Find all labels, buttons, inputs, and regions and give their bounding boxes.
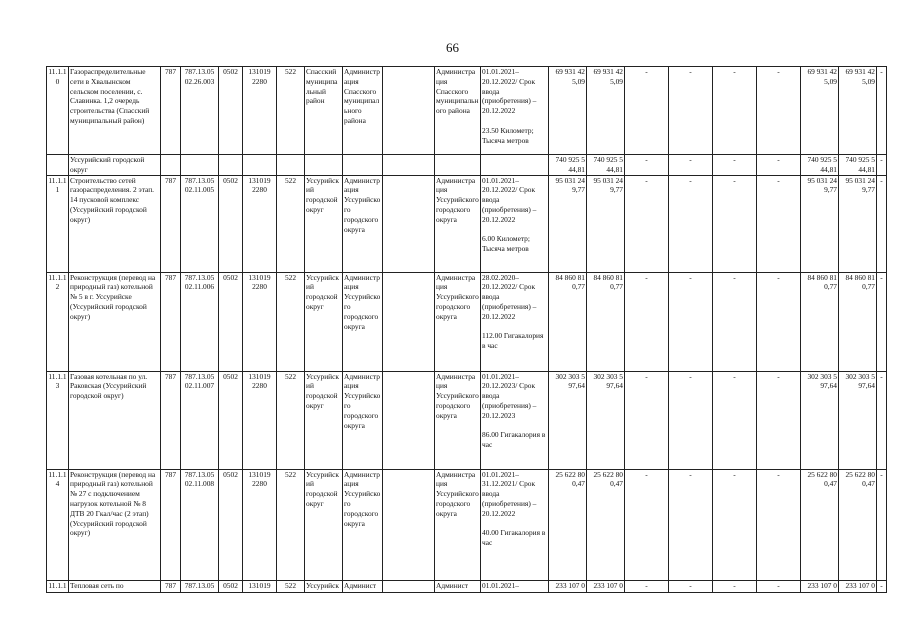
dash-cell: - xyxy=(713,67,757,155)
empty-cell xyxy=(383,175,435,272)
dash-cell: - xyxy=(757,580,801,592)
expense-type-cell xyxy=(277,155,305,176)
amount-cell: 740 925 5 44,81 xyxy=(801,155,839,176)
dash-cell: - xyxy=(713,272,757,371)
empty-cell xyxy=(383,155,435,176)
row-id-cell: 11.1.1 3 xyxy=(47,371,69,469)
target-article-cell: 787.13.05 02.11.005 xyxy=(181,175,219,272)
amount-cell: 25 622 80 0,47 xyxy=(839,469,877,580)
table-row xyxy=(47,371,887,469)
code-cell: 787 xyxy=(161,469,181,580)
section-cell: 0502 xyxy=(219,272,243,371)
target-item-cell: 131019 2280 xyxy=(243,371,277,469)
object-name-cell: Газовая котельная по ул. Раковская (Уссурийский городской округ) xyxy=(69,371,161,469)
expense-type-cell: 522 xyxy=(277,469,305,580)
dash-cell: - xyxy=(877,469,887,580)
section-cell xyxy=(219,155,243,176)
amount-cell: 233 107 0 xyxy=(801,580,839,592)
amount-cell: 302 303 5 97,64 xyxy=(549,371,587,469)
dash-cell: - xyxy=(625,469,669,580)
row-id-cell: 11.1.1 4 xyxy=(47,469,69,580)
dash-cell: - xyxy=(669,371,713,469)
object-name-cell: Газораспределительные сети в Хвалынском сельском поселении, с. Славинка. 1,2 очередь строительства (Спасский муниципальный район) xyxy=(69,67,161,155)
dash-cell: - xyxy=(669,67,713,155)
target-article-cell: 787.13.05 02.11.006 xyxy=(181,272,219,371)
row-id-cell: 11.1.1 xyxy=(47,580,69,592)
table-row xyxy=(47,272,887,371)
row-id-cell: 11.1.1 0 xyxy=(47,67,69,155)
amount-cell: 233 107 0 xyxy=(549,580,587,592)
code-cell: 787 xyxy=(161,580,181,592)
target-item-cell: 131019 2280 xyxy=(243,67,277,155)
dash-cell: - xyxy=(625,175,669,272)
amount-cell: 233 107 0 xyxy=(839,580,877,592)
period-cell: 01.01.2021–20.12.2023/ Срок ввода (приобретения) – 20.12.2023 86.00 Гигакалория в час xyxy=(481,371,549,469)
budget-table-container xyxy=(46,66,883,593)
dash-cell: - xyxy=(757,155,801,176)
dash-cell: - xyxy=(625,580,669,592)
amount-cell: 69 931 42 5,09 xyxy=(801,67,839,155)
period-cell: 01.01.2021–20.12.2022/ Срок ввода (приобретения) – 20.12.2022 23.50 Километр; Тысяча метров xyxy=(481,67,549,155)
territory-cell: Уссурийск xyxy=(305,580,343,592)
amount-cell: 95 031 24 9,77 xyxy=(801,175,839,272)
amount-cell: 69 931 42 5,09 xyxy=(587,67,625,155)
dash-cell: - xyxy=(625,67,669,155)
empty-cell xyxy=(383,67,435,155)
dash-cell: - xyxy=(713,175,757,272)
period-cell xyxy=(481,155,549,176)
dash-cell: - xyxy=(713,155,757,176)
amount-cell: 95 031 24 9,77 xyxy=(839,175,877,272)
expense-type-cell: 522 xyxy=(277,175,305,272)
empty-cell xyxy=(383,272,435,371)
section-cell: 0502 xyxy=(219,67,243,155)
object-name-cell: Строительство сетей газораспределения. 2 этап. 14 пусковой комплекс (Уссурийский городской округ) xyxy=(69,175,161,272)
budget-table xyxy=(46,66,887,593)
code-cell: 787 xyxy=(161,371,181,469)
page-number: 66 xyxy=(446,40,459,55)
customer-cell: Администрация Уссурийского городского округа xyxy=(343,272,383,371)
territory-cell: Уссурийский городской округ xyxy=(305,175,343,272)
amount-cell: 95 031 24 9,77 xyxy=(587,175,625,272)
dash-cell: - xyxy=(757,371,801,469)
executor-cell: Администрация Уссурийского городского округа xyxy=(435,175,481,272)
expense-type-cell: 522 xyxy=(277,67,305,155)
executor-cell: Администрация Уссурийского городского округа xyxy=(435,272,481,371)
executor-cell: Администрация Спасского муниципального района xyxy=(435,67,481,155)
amount-cell: 25 622 80 0,47 xyxy=(801,469,839,580)
target-item-cell: 131019 2280 xyxy=(243,175,277,272)
amount-cell: 740 925 5 44,81 xyxy=(549,155,587,176)
amount-cell: 25 622 80 0,47 xyxy=(587,469,625,580)
row-id-cell: 11.1.1 1 xyxy=(47,175,69,272)
empty-cell xyxy=(383,371,435,469)
customer-cell: Администрация Уссурийского городского округа xyxy=(343,469,383,580)
amount-cell: 233 107 0 xyxy=(587,580,625,592)
table-row xyxy=(47,175,887,272)
dash-cell: - xyxy=(625,272,669,371)
territory-cell: Уссурийский городской округ xyxy=(305,469,343,580)
expense-type-cell: 522 xyxy=(277,371,305,469)
object-name-cell: Реконструкция (перевод на природный газ) котельной № 27 с подключением нагрузок котельной № 8 ДТВ 20 Гкал/час (2 этап) (Уссурийский городской округ) xyxy=(69,469,161,580)
empty-cell xyxy=(383,580,435,592)
dash-cell: - xyxy=(669,469,713,580)
customer-cell: Администрация Уссурийского городского округа xyxy=(343,175,383,272)
amount-cell: 302 303 5 97,64 xyxy=(801,371,839,469)
target-article-cell: 787.13.05 02.11.008 xyxy=(181,469,219,580)
dash-cell: - xyxy=(669,272,713,371)
code-cell xyxy=(161,155,181,176)
table-row xyxy=(47,580,887,592)
dash-cell: - xyxy=(877,175,887,272)
target-article-cell xyxy=(181,155,219,176)
dash-cell: - xyxy=(877,272,887,371)
amount-cell: 84 860 81 0,77 xyxy=(587,272,625,371)
amount-cell: 69 931 42 5,09 xyxy=(549,67,587,155)
target-item-cell: 131019 2280 xyxy=(243,272,277,371)
target-article-cell: 787.13.05 xyxy=(181,580,219,592)
table-body xyxy=(47,67,887,593)
dash-cell: - xyxy=(877,67,887,155)
target-item-cell xyxy=(243,155,277,176)
target-item-cell: 131019 xyxy=(243,580,277,592)
dash-cell: - xyxy=(625,371,669,469)
amount-cell: 84 860 81 0,77 xyxy=(839,272,877,371)
code-cell: 787 xyxy=(161,175,181,272)
target-article-cell: 787.13.05 02.11.007 xyxy=(181,371,219,469)
dash-cell: - xyxy=(877,371,887,469)
period-cell: 01.01.2021–20.12.2022/ Срок ввода (приобретения) – 20.12.2022 6.00 Километр; Тысяча метров xyxy=(481,175,549,272)
object-name-cell: Тепловая сеть по xyxy=(69,580,161,592)
expense-type-cell: 522 xyxy=(277,272,305,371)
section-cell: 0502 xyxy=(219,580,243,592)
table-row xyxy=(47,67,887,155)
table-row xyxy=(47,155,887,176)
row-id-cell: 11.1.1 2 xyxy=(47,272,69,371)
dash-cell: - xyxy=(713,580,757,592)
amount-cell: 302 303 5 97,64 xyxy=(587,371,625,469)
period-cell: 01.01.2021–31.12.2021/ Срок ввода (приобретения) – 20.12.2022 40.00 Гигакалория в час xyxy=(481,469,549,580)
expense-type-cell: 522 xyxy=(277,580,305,592)
object-name-cell: Уссурийский городской округ xyxy=(69,155,161,176)
territory-cell: Уссурийский городской округ xyxy=(305,272,343,371)
executor-cell: Админист xyxy=(435,580,481,592)
territory-cell xyxy=(305,155,343,176)
customer-cell: Администрация Спасского муниципального района xyxy=(343,67,383,155)
amount-cell: 95 031 24 9,77 xyxy=(549,175,587,272)
amount-cell: 740 925 5 44,81 xyxy=(587,155,625,176)
dash-cell: - xyxy=(669,155,713,176)
target-item-cell: 131019 2280 xyxy=(243,469,277,580)
section-cell: 0502 xyxy=(219,371,243,469)
amount-cell: 302 303 5 97,64 xyxy=(839,371,877,469)
row-id-cell xyxy=(47,155,69,176)
customer-cell: Админист xyxy=(343,580,383,592)
section-cell: 0502 xyxy=(219,469,243,580)
dash-cell: - xyxy=(757,175,801,272)
code-cell: 787 xyxy=(161,272,181,371)
dash-cell: - xyxy=(757,67,801,155)
empty-cell xyxy=(383,469,435,580)
amount-cell: 84 860 81 0,77 xyxy=(801,272,839,371)
territory-cell: Уссурийский городской округ xyxy=(305,371,343,469)
territory-cell: Спасский муниципальный район xyxy=(305,67,343,155)
target-article-cell: 787.13.05 02.26.003 xyxy=(181,67,219,155)
dash-cell: - xyxy=(713,469,757,580)
executor-cell: Администрация Уссурийского городского округа xyxy=(435,371,481,469)
code-cell: 787 xyxy=(161,67,181,155)
amount-cell: 740 925 5 44,81 xyxy=(839,155,877,176)
dash-cell: - xyxy=(757,469,801,580)
dash-cell: - xyxy=(713,371,757,469)
dash-cell: - xyxy=(625,155,669,176)
dash-cell: - xyxy=(877,580,887,592)
amount-cell: 84 860 81 0,77 xyxy=(549,272,587,371)
dash-cell: - xyxy=(669,580,713,592)
period-cell: 28.02.2020–20.12.2022/ Срок ввода (приобретения) – 20.12.2022 112.00 Гигакалория в час xyxy=(481,272,549,371)
period-cell: 01.01.2021– xyxy=(481,580,549,592)
customer-cell xyxy=(343,155,383,176)
object-name-cell: Реконструкция (перевод на природный газ) котельной № 5 в г. Уссурийске (Уссурийский городской округ) xyxy=(69,272,161,371)
dash-cell: - xyxy=(669,175,713,272)
executor-cell xyxy=(435,155,481,176)
dash-cell: - xyxy=(877,155,887,176)
customer-cell: Администрация Уссурийского городского округа xyxy=(343,371,383,469)
table-row xyxy=(47,469,887,580)
executor-cell: Администрация Уссурийского городского округа xyxy=(435,469,481,580)
amount-cell: 69 931 42 5,09 xyxy=(839,67,877,155)
amount-cell: 25 622 80 0,47 xyxy=(549,469,587,580)
section-cell: 0502 xyxy=(219,175,243,272)
dash-cell: - xyxy=(757,272,801,371)
